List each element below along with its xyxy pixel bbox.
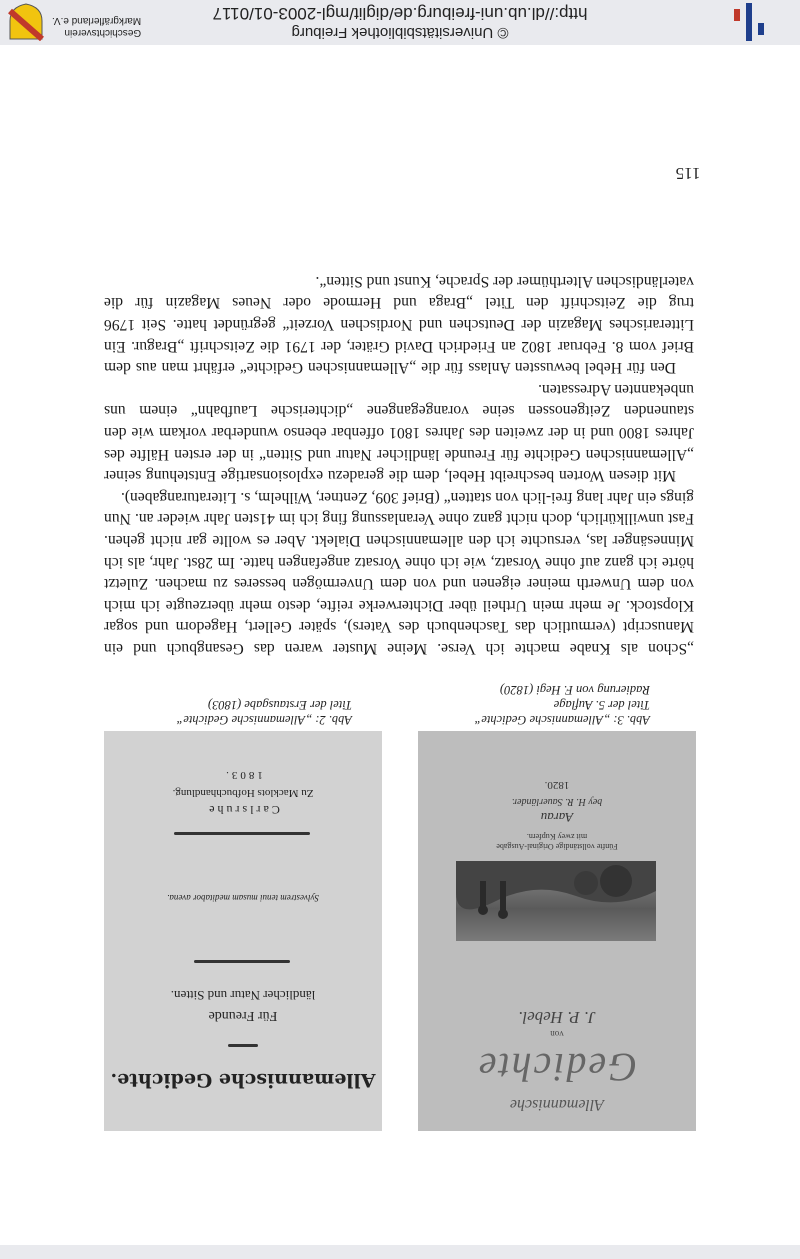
fig2-place: Carlsruhe [206,803,280,817]
footer-bar [0,0,800,45]
figure-first-edition-title [104,731,382,1131]
fig2-title: Allemannische Gedichte. [110,1069,376,1091]
association-logo [8,1,178,43]
coat-of-arms-icon [8,3,44,41]
fig2-rule-3 [174,832,310,835]
fig2-year: 1803. [223,769,263,781]
fig3-author: J. P. Hebel. [518,1008,596,1027]
body-text [104,270,694,659]
fig2-subtitle-2: ländlicher Natur und Sitten. [170,988,316,1003]
fig3-year: 1820. [544,779,570,791]
fig2-rule-1 [228,1044,258,1047]
figure-caption-abb-3: Abb. 3: „Allemannische Gedichte“ Titel der 5. Auflage Radierung von F. Hegi (1820) [474,683,650,727]
landscape-etching [456,861,656,941]
fig2-rule-2 [194,960,290,963]
fig3-publisher: bey H. R. Sauerländer. [511,796,603,807]
association-name [52,14,141,38]
fig3-place: Aarau [540,810,574,825]
copyright-notice: © Universitätsbibliothek Freiburg [291,24,509,41]
association-line-1: Geschichtsverein [64,27,142,38]
paragraph: Mit diesen Worten beschreibt Hebel, dem die geradezu explosionsartige Entstehung seiner „Allemannischen Gedichte für Freunde ländlicher Natur und Sitten“ in der ersten Hälfte des Jahres 1800 und in der zweiten des Jahres 1801 offenbar ebenso wunderbar vorkam wie den staunenden Zeitgenossen seine vorangegangene „dichterische Laufbahn“ einem uns unbekannten Adressaten. [104,380,694,485]
fig3-title-1: Allemannische [509,1096,605,1113]
paragraph: Den für Hebel bewussten Anlass für die „Allemannischen Gedichte“ erfährt man aus dem Brief vom 8. Februar 1802 an Friedrich David Gräter, der 1791 die Zeitschrift „Bragur. Ein Litterarisches Magazin der Deutschen und Nordischen Vorzeit“ gegründet hatte. Seit 1796 trug die Zeitschrift den Titel „Braga und Hermode oder Neues Magazin für die vaterländischen Alterthümer der Sprache, Kunst und Sitten“. [104,272,694,377]
fig3-title-2: Gedichte [476,1045,638,1090]
association-line-2: Markgräflerland e.V. [52,15,142,26]
fig2-motto: Sylvestrem tenui musam meditabor avena. [167,893,319,903]
page-number: 115 [675,164,701,183]
paragraph: „Schon als Knabe machte ich Verse. Meine Muster waren das Gesangbuch und ein Manuscript (vermutlich das Taschenbuch des Vaters), später Gellert, Hagedorn und sogar Klopstock. Je mehr mein Urtheil über Dichterwerke reifte, desto mehr überzeugte ich mich von dem Unwerth meiner eigenen und von dem Unvermögen besseres zu machen. Zuletzt hörte ich ganz auf ohne Vorsatz, wie ich ohne Vorsatz angefangen hatte. Im 28st. Jahr, als ich Minnesänger las, versuchte ich den allemannischen Dialekt. Aber es wollte gar nicht gehen. Fast unwillkürlich, doch nicht ganz ohne Veranlassung fing ich im 41sten Jahr wieder an. Nun gings ein Jahr lang frei-lich von statten“ (Brief 309, Zentner, Wilhelm, s. Literaturangaben). [104,488,694,657]
permalink-url[interactable]: http://dl.ub.uni-freiburg.de/diglit/mgl-2003-01/0117 [212,4,588,23]
fig2-publisher: Zu Macklots Hofbuchhandlung. [172,787,314,799]
fig2-subtitle-1: Für Freunde [208,1008,278,1023]
book-page [0,45,800,1259]
fig3-von: von [550,1029,564,1039]
fig3-edition: Fünfte vollständige Original-Ausgabe mit zwey Kupfern. [496,832,618,851]
figure-fifth-edition-title [418,731,696,1131]
etching-illustration [456,861,656,941]
figure-caption-abb-2: Abb. 2: „Allemannische Gedichte“ Titel der Erstausgabe (1803) [176,698,352,727]
